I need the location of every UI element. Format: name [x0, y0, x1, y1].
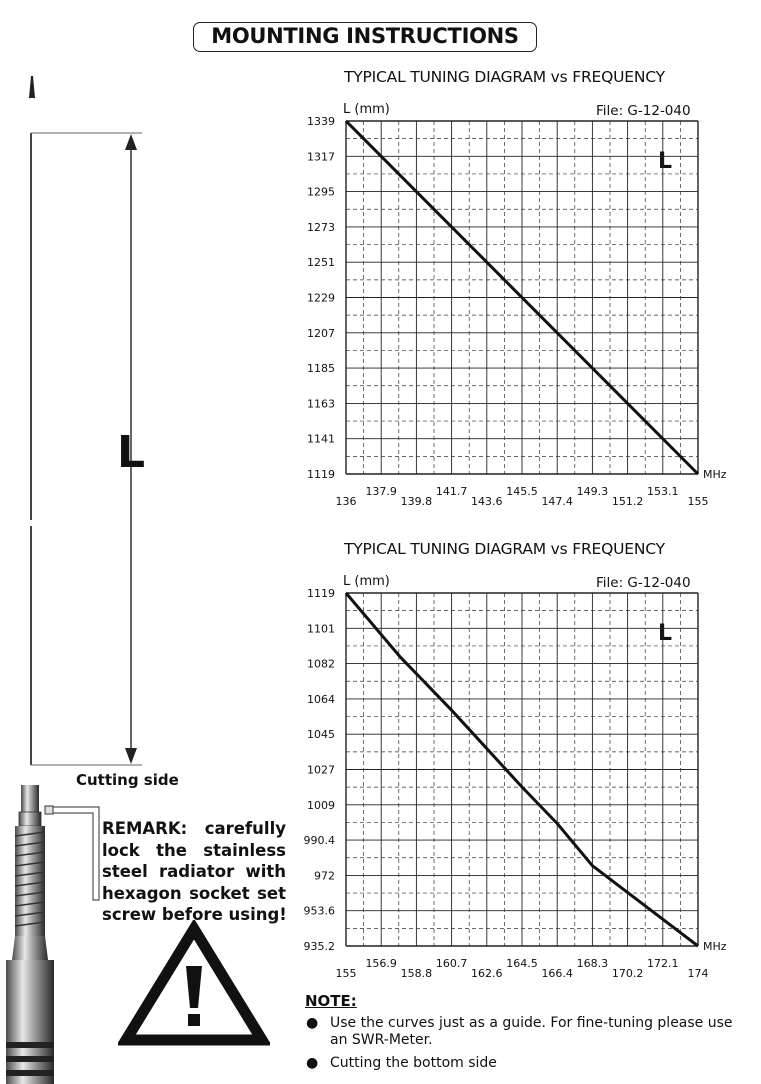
x-tick-label: 143.6 [471, 495, 503, 508]
note-item-text: Cutting the bottom side [330, 1055, 497, 1071]
x-tick-label: 168.3 [576, 957, 609, 970]
y-tick-label: 1141 [307, 432, 335, 446]
tuning-chart-1 [300, 98, 760, 513]
y-tick-label: 953.6 [303, 904, 335, 918]
file-label: File: G-12-040 [596, 575, 691, 591]
x-unit-label: MHz [703, 940, 727, 953]
cutting-side-label: Cutting side [76, 771, 179, 789]
x-tick-label: 147.4 [541, 495, 573, 508]
page-title: MOUNTING INSTRUCTIONS [193, 22, 537, 52]
y-axis-label: L (mm) [343, 574, 390, 589]
y-tick-label: 990.4 [303, 834, 335, 848]
y-tick-label: 1295 [307, 185, 335, 199]
y-tick-label: 1163 [307, 397, 335, 411]
x-tick-label: 151.2 [611, 495, 644, 508]
x-tick-label: 164.5 [506, 957, 538, 970]
x-tick-label: 153.1 [647, 485, 679, 498]
y-tick-label: 1317 [307, 150, 335, 164]
x-tick-label: 160.7 [435, 957, 468, 970]
curve-label: L [658, 149, 673, 174]
note-item-text: Use the curves just as a guide. For fine-tuning please use an SWR-Meter. [330, 1015, 733, 1048]
arrow-down-icon [125, 748, 137, 764]
y-tick-label: 1339 [307, 115, 335, 128]
x-tick-label: 155 [335, 967, 357, 980]
length-label: L [116, 427, 146, 478]
y-tick-label: 1251 [307, 256, 335, 270]
y-tick-label: 1101 [307, 622, 335, 636]
y-tick-label: 1064 [307, 692, 335, 706]
x-tick-label: 162.6 [471, 967, 503, 980]
y-tick-label: 1009 [307, 798, 335, 812]
x-tick-label: 145.5 [506, 485, 538, 498]
file-label: File: G-12-040 [596, 103, 691, 119]
hex-key-icon [45, 806, 99, 900]
x-tick-label: 158.8 [400, 967, 433, 980]
remark-line: REMARK: carefully [102, 819, 286, 838]
bullet-icon: ● [306, 1015, 319, 1031]
remark-line: lock the stainless [102, 840, 286, 860]
x-tick-label: 174 [687, 967, 709, 980]
grid [346, 593, 698, 946]
note-item [306, 1015, 736, 1049]
x-tick-label: 137.9 [365, 485, 397, 498]
y-tick-label: 935.2 [303, 940, 335, 953]
remark-text [102, 818, 286, 926]
diagram-2-title: TYPICAL TUNING DIAGRAM vs FREQUENCY [344, 540, 665, 558]
y-tick-label: 1119 [307, 587, 335, 600]
note-heading: NOTE: [305, 992, 357, 1010]
y-tick-label: 1207 [307, 326, 335, 340]
x-tick-label: 141.7 [435, 485, 468, 498]
remark-line: steel radiator with [102, 862, 286, 881]
y-tick-label: 1045 [307, 728, 335, 742]
y-tick-label: 1229 [307, 291, 335, 305]
x-tick-label: 136 [335, 495, 357, 508]
bullet-icon: ● [306, 1055, 319, 1071]
x-unit-label: MHz [703, 468, 727, 481]
x-tick-label: 156.9 [365, 957, 397, 970]
x-tick-label: 166.4 [541, 967, 573, 980]
x-tick-label: 139.8 [400, 495, 433, 508]
whip-tip-icon [29, 76, 35, 98]
x-tick-label: 170.2 [611, 967, 644, 980]
y-tick-label: 1185 [307, 362, 335, 376]
diagram-1-title: TYPICAL TUNING DIAGRAM vs FREQUENCY [344, 68, 665, 86]
warning-triangle-icon [118, 920, 270, 1048]
y-tick-label: 972 [314, 869, 335, 883]
remark-line: hexagon socket set [102, 883, 286, 903]
x-tick-label: 155 [687, 495, 709, 508]
y-axis-label: L (mm) [343, 102, 390, 117]
y-tick-label: 1027 [307, 763, 335, 777]
x-tick-label: 149.3 [576, 485, 609, 498]
y-tick-label: 1273 [307, 220, 335, 234]
y-tick-label: 1119 [307, 468, 335, 481]
remark-line: screw before using! [102, 905, 287, 924]
tuning-chart-2 [300, 570, 760, 985]
curve-label: L [658, 621, 673, 646]
note-item [306, 1055, 736, 1072]
y-tick-label: 1082 [307, 657, 335, 671]
antenna-base-icon [6, 785, 54, 1084]
x-tick-label: 172.1 [647, 957, 679, 970]
arrow-up-icon [125, 134, 137, 150]
